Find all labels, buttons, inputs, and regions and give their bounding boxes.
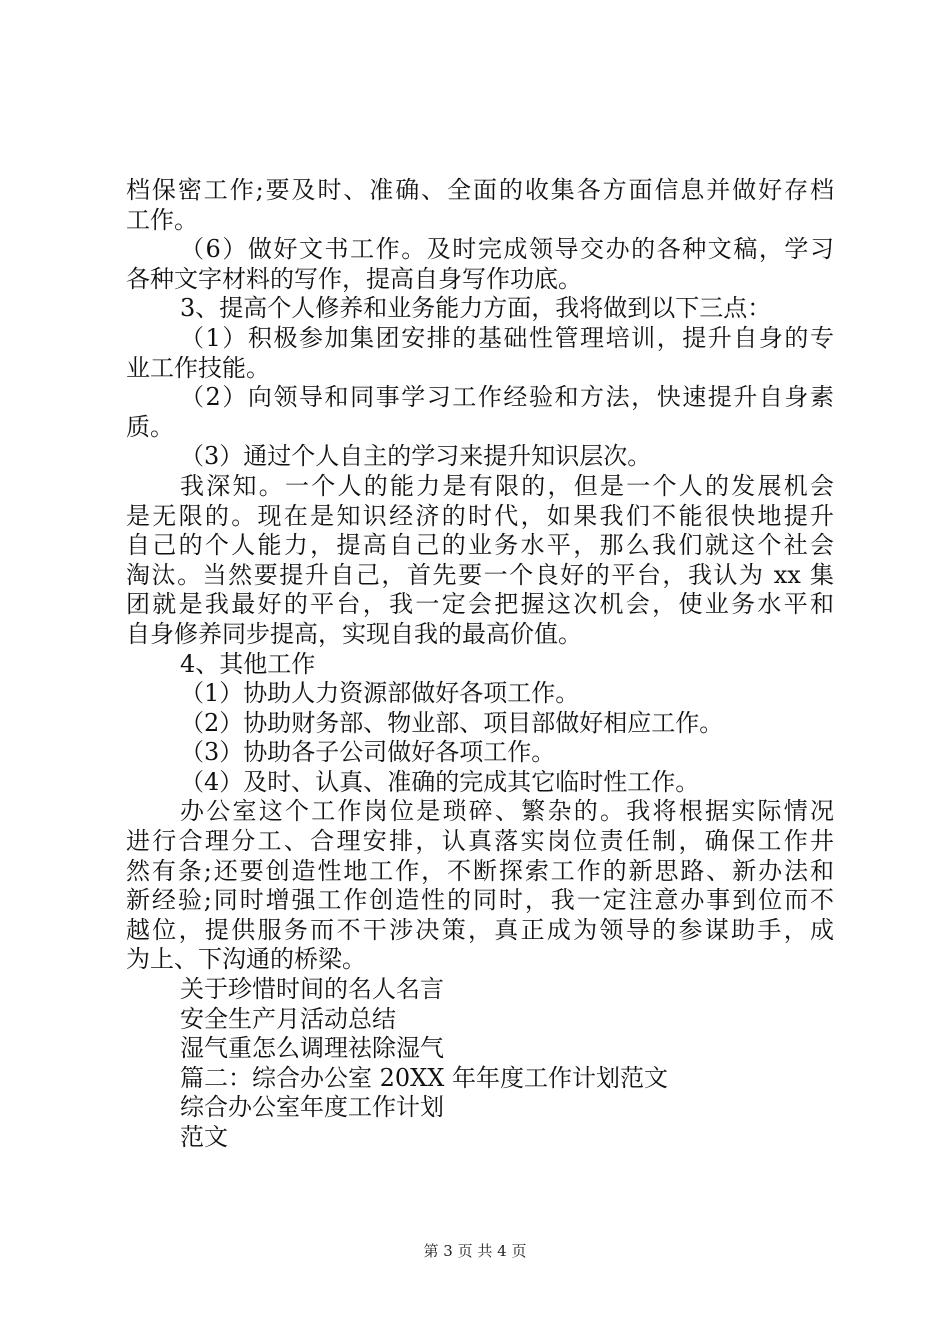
text-line: 越位，提供服务而不干涉决策，真正成为领导的参谋助手，成 — [126, 915, 834, 944]
text-line: 然有条;还要创造性地工作，不断探索工作的新思路、新办法和 — [126, 856, 834, 885]
text-line: （1）协助人力资源部做好各项工作。 — [180, 679, 580, 708]
text-line: 各种文字材料的写作，提高自身写作功底。 — [126, 264, 582, 293]
text-line: 综合办公室年度工作计划 — [180, 1093, 444, 1122]
text-line: 自身修养同步提高，实现自我的最高价值。 — [126, 619, 582, 648]
text-line: 范文 — [180, 1123, 228, 1151]
text-line: （3）协助各子公司做好各项工作。 — [180, 738, 556, 767]
text-line: 进行合理分工、合理安排，认真落实岗位责任制，确保工作井 — [126, 827, 834, 856]
text-line: 安全生产月活动总结 — [180, 1004, 396, 1033]
page-number-footer: 第 3 页 共 4 页 — [423, 1242, 527, 1260]
text-line: 质。 — [126, 412, 174, 441]
text-line: （2）协助财务部、物业部、项目部做好相应工作。 — [180, 708, 724, 737]
text-line: 新经验;同时增强工作创造性的同时，我一定注意办事到位而不 — [126, 886, 834, 915]
text-line: 自己的个人能力，提高自己的业务水平，那么我们就这个社会 — [126, 531, 834, 560]
text-line: 4、其他工作 — [180, 649, 316, 678]
text-line: 业工作技能。 — [126, 353, 270, 382]
text-line: 关于珍惜时间的名人名言 — [180, 975, 444, 1004]
text-line: 湿气重怎么调理祛除湿气 — [180, 1034, 444, 1063]
text-line: 3、提高个人修养和业务能力方面，我将做到以下三点： — [180, 294, 772, 323]
text-line: （1）积极参加集团安排的基础性管理培训，提升自身的专 — [180, 323, 834, 352]
text-line: （4）及时、认真、准确的完成其它临时性工作。 — [180, 767, 700, 796]
text-line: 档保密工作;要及时、准确、全面的收集各方面信息并做好存档 — [126, 176, 834, 204]
text-line: （2）向领导和同事学习工作经验和方法，快速提升自身素 — [180, 383, 834, 412]
text-line: 办公室这个工作岗位是琐碎、繁杂的。我将根据实际情况 — [180, 797, 834, 826]
text-line: 工作。 — [126, 205, 198, 234]
text-line: 篇二：综合办公室 20XX 年年度工作计划范文 — [180, 1063, 668, 1092]
text-line: 是无限的。现在是知识经济的时代，如果我们不能很快地提升 — [126, 501, 834, 530]
text-line: 团就是我最好的平台，我一定会把握这次机会，使业务水平和 — [126, 590, 834, 619]
text-line: 我深知。一个人的能力是有限的，但是一个人的发展机会 — [180, 471, 834, 500]
document-body — [126, 176, 834, 1153]
text-line: 淘汰。当然要提升自己，首先要一个良好的平台，我认为 xx 集 — [126, 560, 834, 589]
text-line: （3）通过个人自主的学习来提升知识层次。 — [180, 442, 652, 471]
text-line: 为上、下沟通的桥梁。 — [126, 945, 366, 974]
text-line: （6）做好文书工作。及时完成领导交办的各种文稿，学习 — [180, 235, 834, 264]
